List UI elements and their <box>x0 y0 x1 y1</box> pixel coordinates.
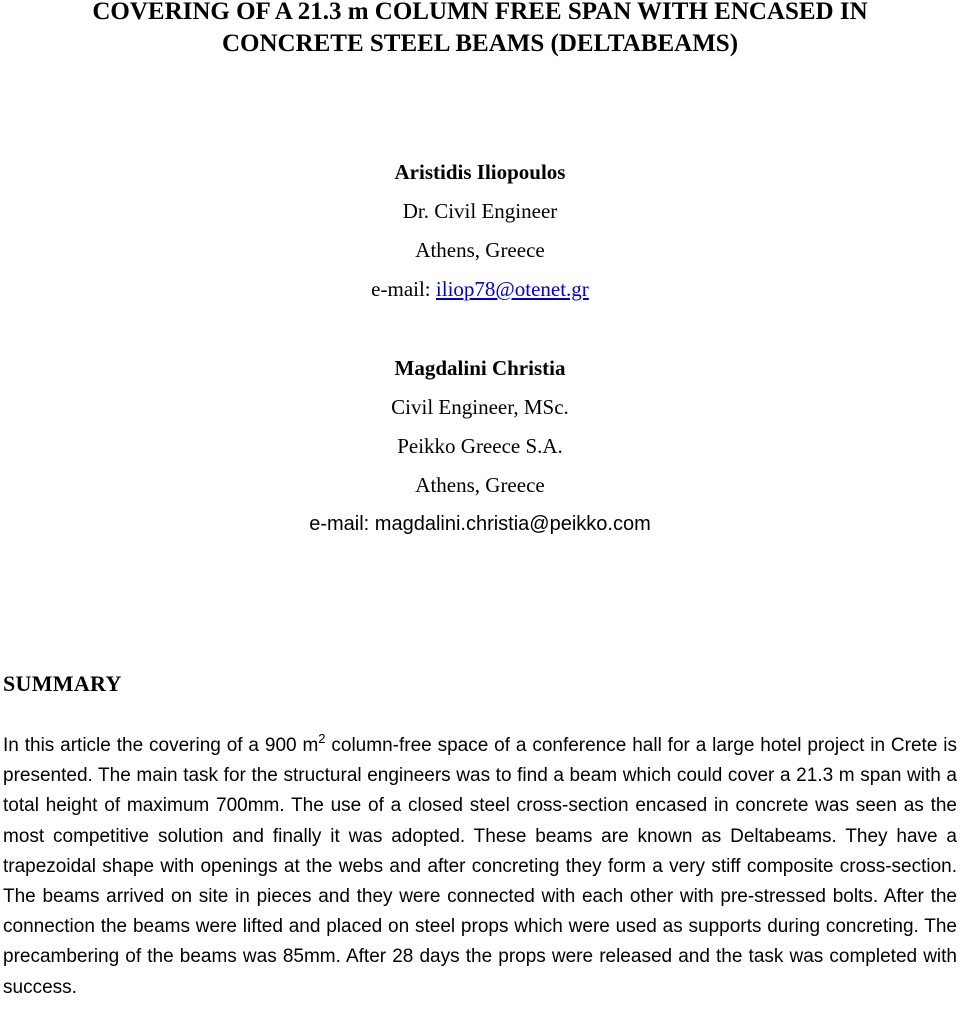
paper-title-line-1: COVERING OF A 21.3 m COLUMN FREE SPAN WITH ENCASED IN <box>92 0 868 25</box>
summary-heading: SUMMARY <box>3 671 122 696</box>
author-email-line <box>0 505 960 544</box>
author-block-2 <box>0 349 960 544</box>
summary-text-part-2: column-free space of a conference hall for a large hotel project in Crete is presented. The main task for the structural engineers was to find a beam which could cover a 21.3 m span with a total height of maximum 700mm. The use of a closed steel cross-section encased in concrete was seen as the most competitive solution and finally it was adopted. These beams are known as Deltabeams. They have a trapezoidal shape with openings at the webs and after concreting they form a very stiff composite cross-section. The beams arrived on site in pieces and they were connected with each other with pre-stressed bolts. After the connection the beams were lifted and placed on steel props which were used as supports during concreting. The precambering of the beams was 85mm. After 28 days the props were released and the task was completed with success. <box>3 735 957 998</box>
paper-title <box>0 0 960 60</box>
author-title: Civil Engineer, MSc. <box>391 395 569 419</box>
author-email-link[interactable]: iliop78@otenet.gr <box>435 277 589 301</box>
author-title: Dr. Civil Engineer <box>402 199 558 223</box>
author-email-label: e-mail: <box>371 277 436 301</box>
author-location: Athens, Greece <box>415 473 545 497</box>
author-company: Peikko Greece S.A. <box>397 434 563 458</box>
superscript-exponent: 2 <box>318 731 326 746</box>
author-email-text: magdalini.christia@peikko.com <box>374 513 651 535</box>
summary-text-part-1: In this article the covering of a 900 m <box>3 735 319 756</box>
paper-title-line-2: CONCRETE STEEL BEAMS (DELTABEAMS) <box>221 30 739 57</box>
author-block-1 <box>0 153 960 309</box>
summary-paragraph <box>3 731 957 1003</box>
author-email-line <box>0 270 960 309</box>
author-name: Aristidis Iliopoulos <box>394 160 566 184</box>
author-email-label: e-mail: <box>309 513 375 535</box>
author-location: Athens, Greece <box>415 238 545 262</box>
author-name: Magdalini Christia <box>394 356 566 380</box>
